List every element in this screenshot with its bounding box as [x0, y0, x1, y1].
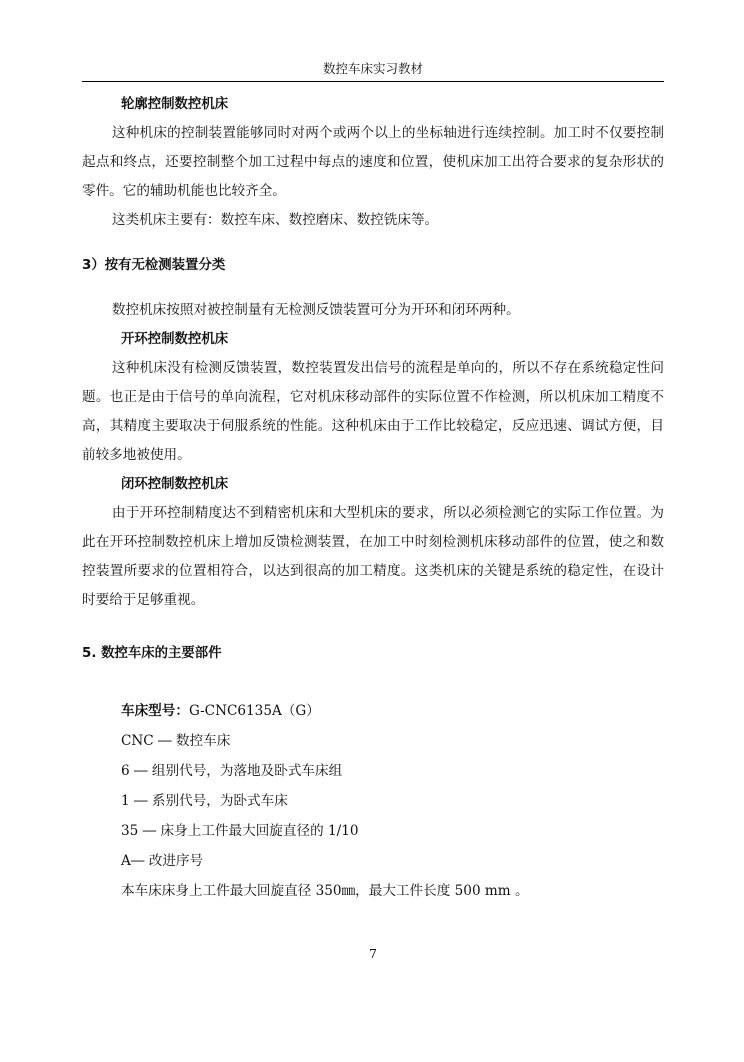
lathe-model-line [82, 696, 664, 726]
page-body [82, 90, 664, 906]
header-rule [82, 81, 664, 82]
section-3-heading: 3）按有无检测装置分类 [82, 258, 226, 273]
closed-loop-paragraph: 由于开环控制精度达不到精密机床和大型机床的要求，所以必须检测它的实际工作位置。为此在开环控制数控机床上增加反馈检测装置，在加工中时刻检测机床移动部件的位置，使之和数控装置所要求的位置相符合，以达到很高的加工精度。这类机床的关键是系统的稳定性，在设计时要给于足够重视。 [82, 505, 664, 608]
section-3-intro: 数控机床按照对被控制量有无检测反馈装置可分为开环和闭环两种。 [111, 302, 520, 318]
page-number: 7 [369, 946, 377, 961]
contour-heading: 轮廓控制数控机床 [121, 97, 229, 112]
lathe-model-label: 车床型号： [121, 703, 189, 719]
list-item: CNC ― 数控车床 [121, 733, 231, 749]
list-item: 35 ― 床身上工件最大回旋直径的 1/10 [121, 823, 359, 839]
closed-loop-heading: 闭环控制数控机床 [121, 477, 229, 492]
section-5-heading: 5. 数控车床的主要部件 [82, 646, 222, 661]
list-item: 6 ― 组别代号，为落地及卧式车床组 [121, 763, 343, 779]
list-item: 本车床床身上工件最大回旋直径 350㎜，最大工件长度 500 mm 。 [121, 883, 529, 899]
open-loop-paragraph: 这种机床没有检测反馈装置，数控装置发出信号的流程是单向的，所以不存在系统稳定性问题。也正是由于信号的单向流程，它对机床移动部件的实际位置不作检测，所以机床加工精度不高，其精度主要取决于伺服系统的性能。这种机床由于工作比较稳定，反应迅速、调试方便，目前较多地被使用。 [82, 360, 664, 463]
list-item: 1 ― 系别代号，为卧式车床 [121, 793, 288, 809]
open-loop-heading: 开环控制数控机床 [121, 332, 229, 347]
list-item: A― 改进序号 [121, 853, 204, 869]
lathe-model-value: G-CNC6135A（G） [188, 703, 320, 719]
contour-paragraph: 这种机床的控制装置能够同时对两个或两个以上的坐标轴进行连续控制。加工时不仅要控制起点和终点，还要控制整个加工过程中每点的速度和位置，使机床加工出符合要求的复杂形状的零件。它的辅助机能也比较齐全。 [82, 125, 664, 199]
contour-examples: 这类机床主要有：数控车床、数控磨床、数控铣床等。 [111, 212, 439, 228]
running-header: 数控车床实习教材 [322, 61, 423, 76]
